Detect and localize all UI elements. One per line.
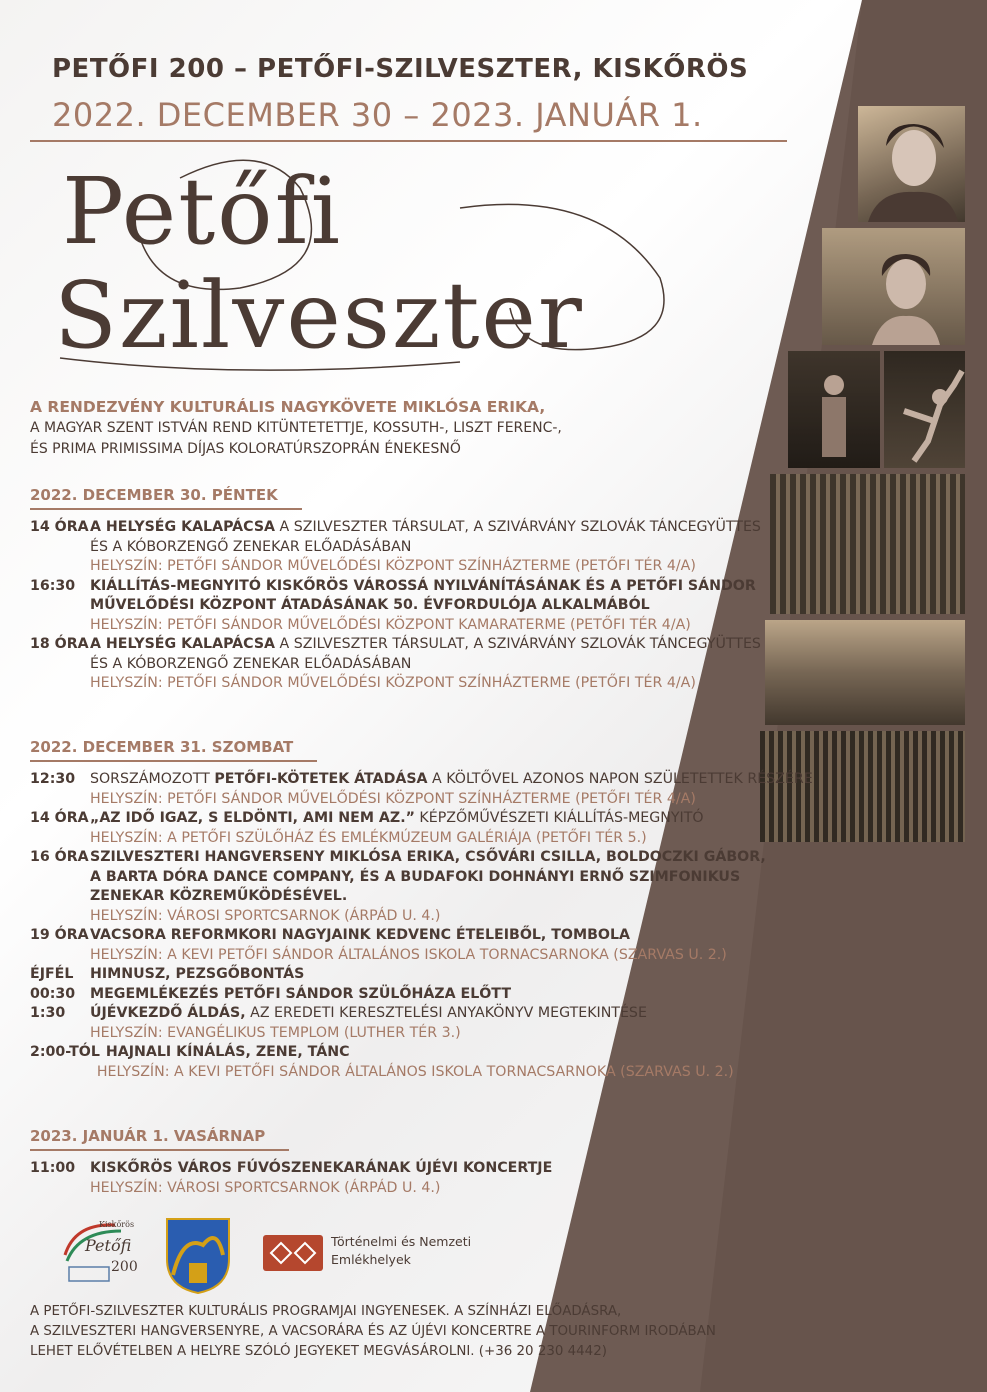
memorial-line: Emlékhelyek — [331, 1252, 411, 1267]
event-title: MEGEMLÉKEZÉS PETŐFI SÁNDOR SZÜLŐHÁZA ELŐTT — [90, 985, 511, 1002]
event-title: A HELYSÉG KALAPÁCSA — [90, 636, 276, 652]
event-title: A BARTA DÓRA DANCE COMPANY, ÉS A BUDAFOKI DOHNÁNYI ERNŐ SZIMFONIKUS — [90, 868, 741, 885]
ambassador-desc-1: A MAGYAR SZENT ISTVÁN REND KITÜNTETETTJE, KOSSUTH-, LISZT FERENC-, — [30, 420, 562, 436]
event-venue: HELYSZÍN: A KEVI PETŐFI SÁNDOR ÁLTALÁNOS ISKOLA TORNACSARNOKA (SZARVAS U. 2.) — [96, 1063, 734, 1080]
event-time: 19 ÓRA — [30, 927, 89, 943]
event-item — [30, 1159, 960, 1198]
event-venue: HELYSZÍN: PETŐFI SÁNDOR MŰVELŐDÉSI KÖZPONT SZÍNHÁZTERME (PETŐFI TÉR 4/A) — [90, 558, 696, 574]
event-venue: HELYSZÍN: PETŐFI SÁNDOR MŰVELŐDÉSI KÖZPONT SZÍNHÁZTERME (PETŐFI TÉR 4/A) — [90, 790, 696, 807]
event-venue: HELYSZÍN: EVANGÉLIKUS TEMPLOM (LUTHER TÉR 3.) — [90, 1024, 461, 1041]
memorial-icon — [263, 1235, 323, 1271]
event-desc: KÉPZŐMŰVÉSZETI KIÁLLÍTÁS-MEGNYITÓ — [414, 810, 704, 826]
footer-line: LEHET ELŐVÉTELBEN A HELYRE SZÓLÓ JEGYEKET MEGVÁSÁROLNI. (+36 20 230 4442) — [30, 1344, 607, 1359]
day-title: 2022. DECEMBER 31. SZOMBAT — [30, 738, 317, 762]
title-szilveszter: Szilveszter — [54, 262, 584, 369]
event-item — [30, 1004, 960, 1043]
event-desc: A KÖLTŐVEL AZONOS NAPON SZÜLETETTEK RÉSZÉRE — [427, 771, 813, 787]
day-title: 2023. JANUÁR 1. VASÁRNAP — [30, 1127, 289, 1151]
ambassador-title: A RENDEZVÉNY KULTURÁLIS NAGYKÖVETE MIKLÓSA ERIKA, — [30, 398, 546, 416]
ambassador-block — [30, 397, 562, 460]
event-time: 14 ÓRA — [30, 810, 89, 826]
event-time: 16 ÓRA — [30, 849, 89, 865]
event-venue: HELYSZÍN: VÁROSI SPORTCSARNOK (ÁRPÁD U. 4.) — [90, 907, 441, 924]
event-desc: A SZILVESZTER TÁRSULAT, A SZIVÁRVÁNY SZLOVÁK TÁNCEGYÜTTES — [275, 519, 761, 535]
event-venue: HELYSZÍN: A PETŐFI SZÜLŐHÁZ ÉS EMLÉKMÚZEUM GALÉRIÁJA (PETŐFI TÉR 5.) — [90, 829, 647, 846]
event-title: KISKŐRÖS VÁROS FÚVÓSZENEKARÁNAK ÚJÉVI KONCERTJE — [90, 1160, 553, 1176]
logos-row — [55, 1215, 515, 1295]
memorial-line: Történelmi és Nemzeti — [331, 1234, 472, 1249]
event-time: 16:30 — [30, 577, 76, 594]
event-item — [30, 848, 960, 926]
event-time: 2:00-TÓL — [30, 1044, 100, 1060]
event-item — [30, 926, 960, 965]
logo-text: Kiskőrös — [99, 1220, 135, 1229]
event-title: ZENEKAR KÖZREMŰKÖDÉSÉVEL. — [90, 888, 348, 904]
event-desc: ÉS A KÓBORZENGŐ ZENEKAR ELŐADÁSÁBAN — [90, 538, 412, 555]
title-petofi: Petőfi — [62, 158, 343, 265]
event-item — [30, 965, 960, 985]
event-item — [30, 809, 960, 848]
footer-line: A PETŐFI-SZILVESZTER KULTURÁLIS PROGRAMJAI INGYENESEK. A SZÍNHÁZI ELŐADÁSRA, — [30, 1304, 622, 1319]
portrait-icon — [858, 106, 965, 222]
day-section-1 — [30, 485, 960, 694]
event-title: „AZ IDŐ IGAZ, S ELDÖNTI, AMI NEM AZ.” — [90, 810, 415, 826]
event-item — [30, 1043, 960, 1082]
event-time: ÉJFÉL — [30, 966, 74, 982]
event-title: KIÁLLÍTÁS-MEGNYITÓ KISKŐRÖS VÁROSSÁ NYILVÁNÍTÁSÁNAK ÉS A PETŐFI SÁNDOR — [90, 577, 756, 594]
header-divider — [30, 140, 787, 142]
event-item — [30, 985, 960, 1005]
day-section-2 — [30, 737, 960, 1082]
event-title: A HELYSÉG KALAPÁCSA — [90, 519, 276, 535]
event-venue: HELYSZÍN: PETŐFI SÁNDOR MŰVELŐDÉSI KÖZPONT KAMARATERME (PETŐFI TÉR 4/A) — [90, 616, 691, 633]
day-title: 2022. DECEMBER 30. PÉNTEK — [30, 486, 302, 510]
event-title: VACSORA REFORMKORI NAGYJAINK KEDVENC ÉTELEIBŐL, TOMBOLA — [90, 927, 630, 943]
event-dates: 2022. DECEMBER 30 – 2023. JANUÁR 1. — [52, 96, 703, 134]
day-section-3 — [30, 1126, 960, 1198]
event-venue: HELYSZÍN: PETŐFI SÁNDOR MŰVELŐDÉSI KÖZPONT SZÍNHÁZTERME (PETŐFI TÉR 4/A) — [90, 675, 696, 691]
memorial-text — [331, 1233, 471, 1269]
event-venue: HELYSZÍN: A KEVI PETŐFI SÁNDOR ÁLTALÁNOS ISKOLA TORNACSARNOKA (SZARVAS U. 2.) — [90, 946, 727, 963]
event-title: ÚJÉVKEZDŐ ÁLDÁS, — [90, 1005, 246, 1021]
logo-text: 200 — [111, 1259, 138, 1275]
logo-text: Petőfi — [85, 1236, 132, 1255]
event-venue: HELYSZÍN: VÁROSI SPORTCSARNOK (ÁRPÁD U. 4.) — [90, 1179, 441, 1196]
event-desc: ÉS A KÓBORZENGŐ ZENEKAR ELŐADÁSÁBAN — [90, 655, 412, 672]
event-item — [30, 770, 960, 809]
event-title: MŰVELŐDÉSI KÖZPONT ÁTADÁSÁNAK 50. ÉVFORDULÓJA ALKALMÁBÓL — [90, 597, 650, 613]
event-item — [30, 577, 960, 636]
footer-note — [30, 1302, 716, 1362]
event-desc: A SZILVESZTER TÁRSULAT, A SZIVÁRVÁNY SZLOVÁK TÁNCEGYÜTTES — [275, 636, 761, 652]
event-time: 12:30 — [30, 771, 76, 787]
event-time: 18 ÓRA — [30, 636, 89, 652]
event-time: 1:30 — [30, 1005, 66, 1021]
event-item — [30, 635, 960, 694]
event-title: HIMNUSZ, PEZSGŐBONTÁS — [90, 966, 305, 982]
event-desc: SORSZÁMOZOTT — [90, 771, 215, 787]
footer-line: A SZILVESZTERI HANGVERSENYRE, A VACSORÁRA ÉS AZ ÚJÉVI KONCERTRE A TOURINFORM IRODÁBAN — [30, 1324, 716, 1339]
event-time: 11:00 — [30, 1160, 76, 1176]
event-item — [30, 518, 960, 577]
event-desc: AZ EREDETI KERESZTELÉSI ANYAKÖNYV MEGTEKINTÉSE — [245, 1005, 647, 1021]
ambassador-desc-2: ÉS PRIMA PRIMISSIMA DÍJAS KOLORATÚRSZOPRÁN ÉNEKESNŐ — [30, 441, 461, 457]
event-header: PETŐFI 200 – PETŐFI-SZILVESZTER, KISKŐRÖS — [52, 54, 749, 84]
city-crest-icon — [163, 1215, 233, 1295]
event-title: SZILVESZTERI HANGVERSENY MIKLÓSA ERIKA, CSŐVÁRI CSILLA, BOLDOCZKI GÁBOR, — [90, 849, 766, 865]
portrait-icon — [822, 228, 965, 345]
event-time: 14 ÓRA — [30, 519, 89, 535]
event-title: HAJNALI KÍNÁLÁS, ZENE, TÁNC — [105, 1044, 350, 1060]
dancer-icon — [884, 351, 965, 468]
event-time: 00:30 — [30, 985, 76, 1002]
dancer-icon — [788, 351, 880, 468]
event-title: PETŐFI-KÖTETEK ÁTADÁSA — [214, 771, 428, 787]
petofi200-logo — [55, 1215, 145, 1287]
